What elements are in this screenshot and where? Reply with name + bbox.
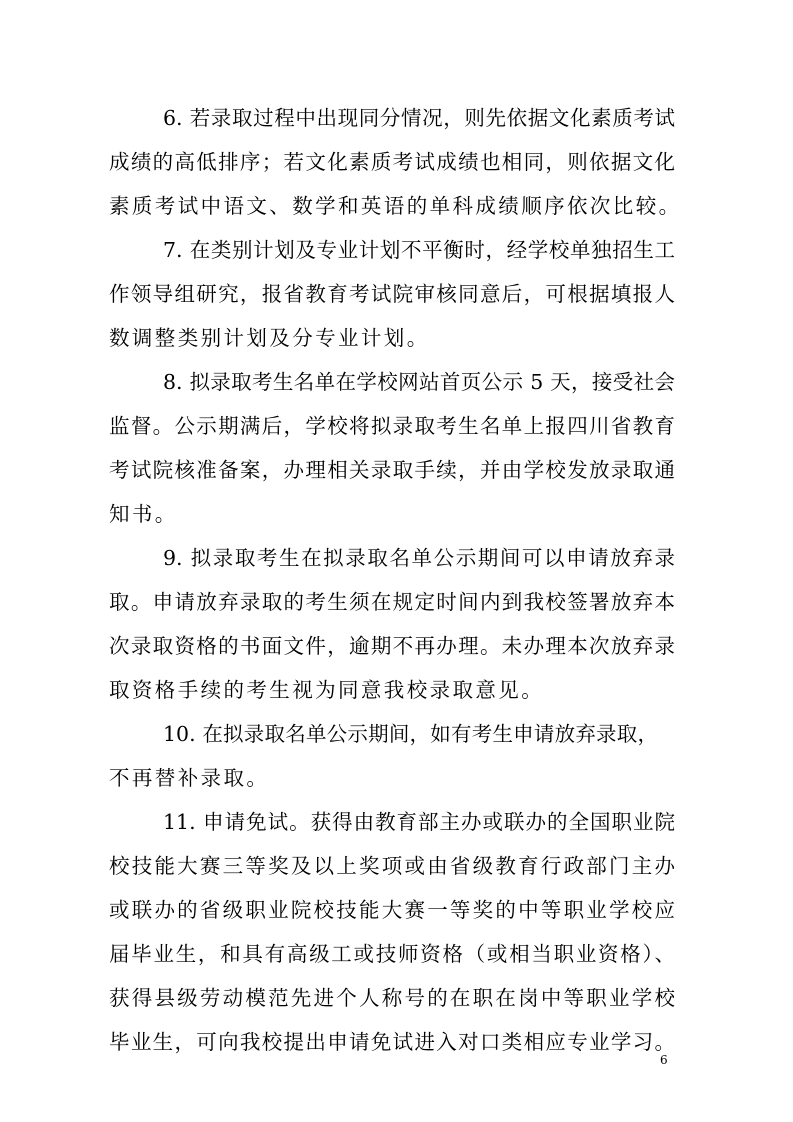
text-line: 8. 拟录取考生名单在学校网站首页公示 5 天，接受社会: [163, 370, 675, 394]
text-line: 作领导组研究，报省教育考试院审核同意后，可根据填报人: [109, 282, 675, 306]
text-line: 次录取资格的书面文件，逾期不再办理。未办理本次放弃录: [109, 634, 675, 658]
text-line: 成绩的高低排序；若文化素质考试成绩也相同，则依据文化: [109, 150, 675, 174]
text-line: 考试院核准备案，办理相关录取手续，并由学校发放录取通: [109, 458, 675, 482]
text-line: 监督。公示期满后，学校将拟录取考生名单上报四川省教育: [109, 414, 675, 438]
text-line: 11. 申请免试。获得由教育部主办或联办的全国职业院: [163, 810, 675, 834]
text-line: 获得县级劳动模范先进个人称号的在职在岗中等职业学校: [109, 986, 675, 1010]
text-line: 届毕业生，和具有高级工或技师资格（或相当职业资格）、: [109, 942, 675, 966]
text-line: 素质考试中语文、数学和英语的单科成绩顺序依次比较。: [109, 194, 682, 218]
text-line: 7. 在类别计划及专业计划不平衡时，经学校单独招生工: [163, 238, 675, 262]
page-number: 6: [660, 1053, 668, 1067]
text-line: 9. 拟录取考生在拟录取名单公示期间可以申请放弃录: [163, 546, 675, 570]
text-line: 知书。: [109, 502, 178, 526]
text-line: 数调整类别计划及分专业计划。: [109, 326, 430, 350]
text-line: 6. 若录取过程中出现同分情况，则先依据文化素质考试: [163, 106, 675, 130]
text-line: 取。申请放弃录取的考生须在规定时间内到我校签署放弃本: [109, 590, 675, 614]
text-line: 不再替补录取。: [109, 766, 270, 790]
text-line: 10. 在拟录取名单公示期间，如有考生申请放弃录取，: [163, 722, 658, 746]
text-line: 或联办的省级职业院校技能大赛一等奖的中等职业学校应: [109, 898, 675, 922]
text-line: 取资格手续的考生视为同意我校录取意见。: [109, 678, 545, 702]
text-line: 校技能大赛三等奖及以上奖项或由省级教育行政部门主办: [109, 854, 675, 878]
text-line: 毕业生，可向我校提出申请免试进入对口类相应专业学习。: [109, 1030, 675, 1054]
